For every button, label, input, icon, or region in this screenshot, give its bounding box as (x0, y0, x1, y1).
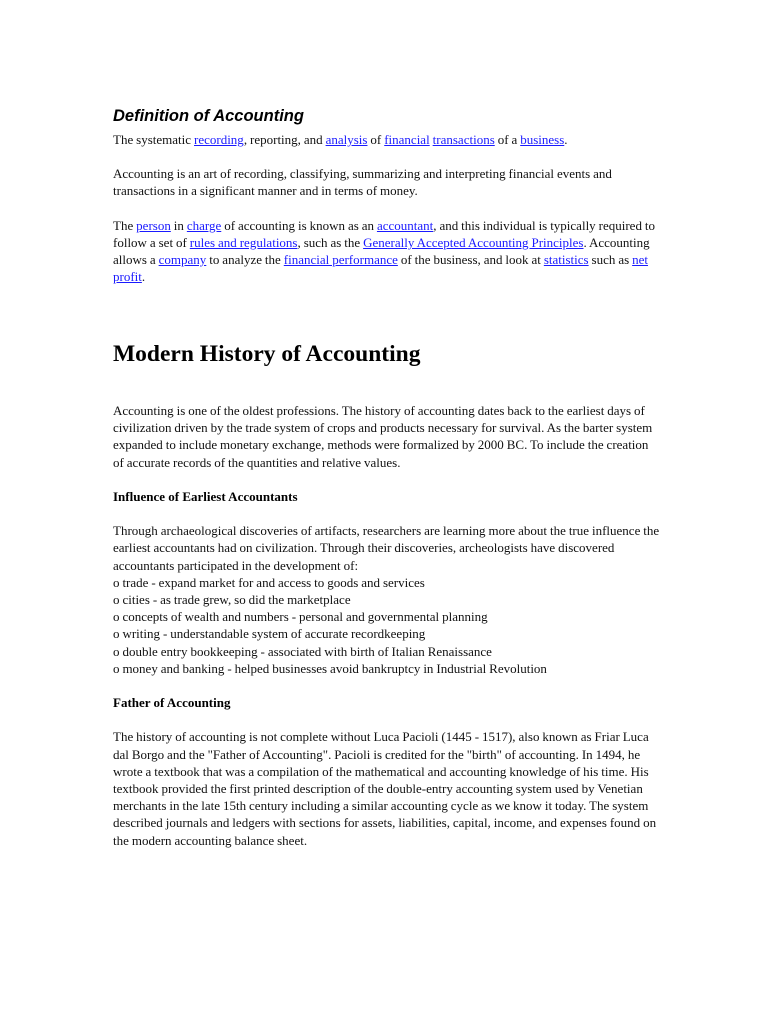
text-fragment: , and this individual is typically required to follow a set of (113, 217, 656, 250)
text-fragment: The (113, 217, 137, 233)
definition-paragraph-accountant (113, 217, 661, 286)
history-section (113, 402, 661, 849)
document-page (113, 104, 661, 848)
history-heading: Modern History of Accounting (113, 341, 421, 367)
list-item: o money and banking - helped businesses avoid bankruptcy in Industrial Revolution (113, 660, 547, 676)
definition-summary (113, 131, 661, 148)
link-analysis[interactable]: analysis (325, 132, 368, 147)
text-fragment: of a (494, 132, 521, 147)
link-accountant[interactable]: accountant (376, 217, 434, 233)
text-fragment: such as (588, 252, 633, 268)
text-fragment: The systematic (113, 132, 194, 147)
link-business[interactable]: business (520, 132, 565, 147)
link-charge[interactable]: charge (186, 217, 222, 233)
text-fragment: . (141, 269, 146, 285)
text-fragment: in (170, 217, 187, 233)
text-fragment: to analyze the (206, 252, 284, 268)
link-person[interactable]: person (136, 217, 171, 233)
spacer (113, 711, 661, 728)
link-net-profit[interactable]: net profit (113, 252, 649, 285)
link-statistics[interactable]: statistics (543, 252, 589, 268)
link-gaap[interactable]: Generally Accepted Accounting Principles (363, 234, 584, 250)
text-fragment: of the business, and look at (397, 252, 544, 268)
link-company[interactable]: company (158, 252, 207, 268)
list-item: o double entry bookkeeping - associated with birth of Italian Renaissance (113, 643, 492, 659)
definition-heading: Definition of Accounting (113, 107, 304, 125)
text-fragment: , such as the (297, 234, 364, 250)
list-item: o trade - expand market for and access to goods and services (113, 574, 425, 590)
history-intro: Accounting is one of the oldest professions. The history of accounting dates back to the earliest days of civilization driven by the trade system of crops and products necessary for survival. As the barter system expanded to include monetary exchange, methods were formalized by 2000 BC. To include the creation of accurate records of the quantities and relative values. (113, 403, 653, 470)
link-recording[interactable]: recording (194, 132, 244, 147)
link-financial-performance[interactable]: financial performance (283, 252, 398, 268)
spacer (113, 471, 661, 488)
influence-paragraph (113, 522, 661, 677)
link-financial[interactable]: financial (384, 132, 430, 147)
text-fragment: , reporting, and (243, 132, 326, 147)
father-paragraph: The history of accounting is not complete without Luca Pacioli (1445 - 1517), also known as Friar Luca dal Borgo and the "Father of Accounting". Pacioli is credited for the "birth" of accounting. In 1494, he wrote a textbook that was a compilation of the mathematical and accounting knowledge of his time. His textbook provided the first printed description of the double-entry accounting system used by Venetian merchants in the late 15th century including a similar accounting cycle as we know it today. The system described journals and ledgers with sections for assets, liabilities, capital, income, and expenses found on the modern accounting balance sheet. (113, 729, 657, 848)
influence-heading: Influence of Earliest Accountants (113, 489, 298, 504)
spacer (113, 505, 661, 522)
influence-intro: Through archaeological discoveries of artifacts, researchers are learning more about the true influence the earliest accountants had on civilization. Through their discoveries, archeologists have discovered accountants participated in the development of: (113, 523, 660, 573)
link-transactions[interactable]: transactions (432, 132, 495, 147)
text-fragment: . (564, 132, 568, 147)
father-heading: Father of Accounting (113, 695, 231, 711)
list-item: o concepts of wealth and numbers - personal and governmental planning (113, 609, 488, 625)
link-rules-and-regulations[interactable]: rules and regulations (189, 234, 298, 250)
list-item: o cities - as trade grew, so did the marketplace (113, 592, 351, 607)
spacer (113, 677, 661, 694)
list-item: o writing - understandable system of accurate recordkeeping (113, 626, 426, 642)
text-fragment: of (367, 132, 385, 147)
definition-paragraph-art: Accounting is an art of recording, classifying, summarizing and interpreting financial events and transactions in a significant manner and in terms of money. (113, 166, 612, 199)
text-fragment: . Accounting allows a (113, 234, 650, 268)
text-fragment: of accounting is known as an (221, 217, 377, 233)
